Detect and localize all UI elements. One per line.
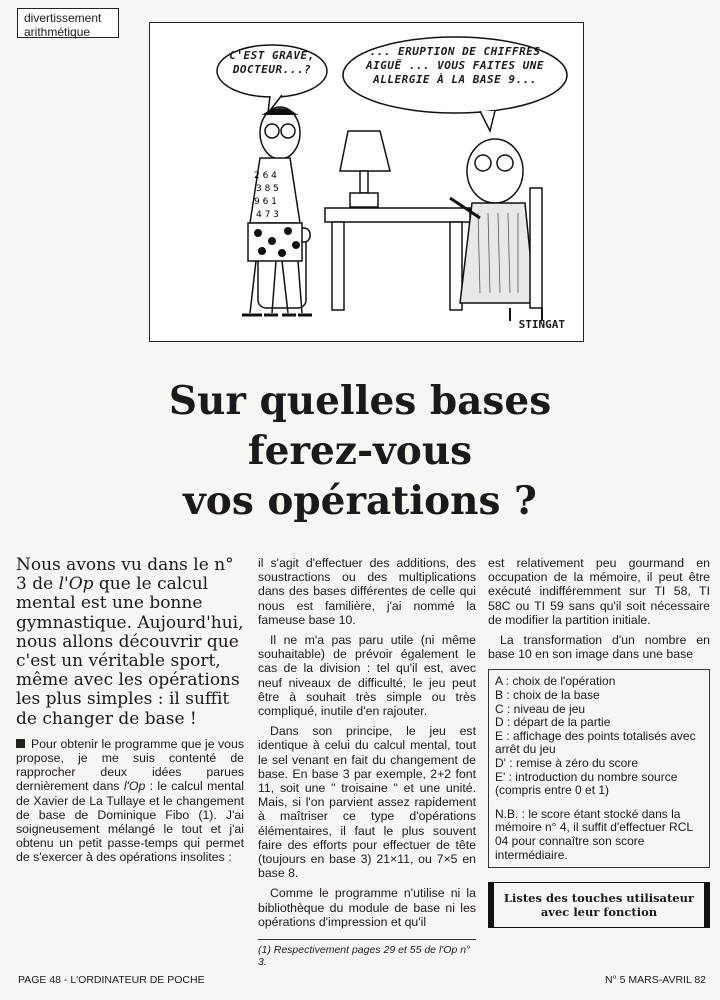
key-row: D : départ de la partie [495, 715, 611, 730]
column-2 [258, 556, 476, 968]
column-1 [16, 556, 244, 871]
body-paragraph-intro [16, 737, 244, 865]
doctor-bubble-line1: ... ERUPTION DE CHIFFRES [369, 45, 541, 58]
body-paragraph: il s'agit d'effectuer des additions, des soustractions ou des multiplications dans des bases différentes de celle qui nous est familière, j'ai nommé la fameuse base 10. [258, 556, 476, 627]
body-paragraph: est relativement peu gourmand en occupation de la mémoire, il peut être exécuté indifféremment sur TI 58, TI 58C ou TI 59 sans qu'il soit nécessaire de modifier la partition initiale. [488, 556, 710, 627]
section-tag-line2: arithmétique [24, 25, 91, 39]
key-row: A : choix de l'opération [495, 674, 616, 689]
section-tag-line1: divertissement [24, 11, 102, 25]
key-row: D' : remise à zéro du score [495, 755, 639, 770]
body-paragraph: Dans son principe, le jeu est identique à celui du calcul mental, tout le sel venant en fait du changement de base. En base 3 par exemple, 2+2 font 11, soit une " troisaine " et une unité. Mais, si l'on parvient assez rapidement à maîtriser ce type d'opérations élémentaires, il faut le plus souvent faire des efforts pour effectuer de tête (toujours en base 3) 21×11, ou 7×5 en base 8. [258, 724, 476, 881]
svg-text:9 6 1: 9 6 1 [254, 197, 277, 207]
svg-text:4 7 3: 4 7 3 [256, 210, 279, 220]
key-row: E' : introduction du nombre source (compris entre 0 et 1) [495, 769, 678, 798]
lead-paragraph [16, 556, 244, 729]
paragraph-square-icon [16, 739, 25, 748]
doctor-bubble-line2: AIGUË ... VOUS FAITES UNE [365, 59, 545, 72]
intro-text-start: Pour obtenir le programme que je vous propose, je me suis contenté de rapprocher deux idées parues dernièrement dans [16, 736, 244, 794]
key-row: E : affichage des points totalisés avec arrêt du jeu [495, 728, 696, 757]
doctor-bubble-line3: ALLERGIE À LA BASE 9... [373, 73, 537, 86]
patient-bubble-line2: DOCTEUR...? [232, 63, 312, 76]
nb-note: N.B. : le score étant stocké dans la mémoire n° 4, il suffit d'effectuer RCL 04 pour connaître son score intermédiaire. [495, 806, 693, 862]
footnote: (1) Respectivement pages 29 et 55 de l'Op n° 3. [258, 939, 476, 968]
headline-line2: ferez-vous [247, 428, 473, 474]
column-3 [488, 556, 710, 928]
body-paragraph: La transformation d'un nombre en base 10 en son image dans une base [488, 633, 710, 662]
patient-bubble-line1: C'EST GRAVE, [229, 49, 315, 62]
section-tag [17, 8, 119, 38]
keys-caption [488, 882, 710, 928]
key-row: C : niveau de jeu [495, 701, 586, 716]
lead-text-start: Nous avons vu dans le n° 3 de [16, 555, 234, 595]
caption-line2: avec leur fonction [540, 905, 658, 920]
headline-line1: Sur quelles bases [168, 378, 552, 424]
svg-text:3 8 5: 3 8 5 [256, 184, 279, 194]
article-headline [120, 376, 600, 526]
cartoon-illustration [149, 22, 584, 342]
lead-magazine-ref: l'Op [58, 574, 94, 595]
key-row: B : choix de la base [495, 688, 600, 703]
body-paragraph: Il ne m'a pas paru utile (ni même souhaitable) de prévoir également le cas de la division : tel qu'il est, avec neuf niveaux de difficulté, le jeu peut être à souhait très simple ou très compliqué, inutile d'en rajouter. [258, 633, 476, 719]
svg-text:2 6 4: 2 6 4 [254, 171, 277, 181]
page-footer-left: PAGE 48 - L'ORDINATEUR DE POCHE [18, 974, 205, 986]
page-footer-right: N° 5 MARS-AVRIL 82 [604, 974, 706, 986]
cartoonist-signature: STINGAT [518, 318, 565, 331]
user-keys-box [488, 669, 710, 868]
lead-text-end: que le calcul mental est une bonne gymnastique. Aujourd'hui, nous allons découvrir que c'est un véritable sport, même avec les opérations les plus simples : il suffit de changer de base ! [16, 574, 244, 729]
intro-text-end: : le calcul mental de Xavier de La Tullaye et le changement de base de Dominique Fibo (1). J'ai soigneusement mélangé le tout et j'ai obtenu un petit passe-temps qui permet de s'exercer à des opérations insolites : [16, 779, 244, 865]
headline-line3: vos opérations ? [183, 478, 537, 524]
doctor-speech-bubble [350, 45, 560, 87]
body-paragraph: Comme le programme n'utilise ni la bibliothèque du module de base ni les opérations d'impression et qu'il [258, 886, 476, 929]
caption-line1: Listes des touches utilisateur [503, 891, 695, 906]
patient-speech-bubble [220, 49, 324, 77]
intro-magazine-ref: l'Op [123, 779, 146, 794]
